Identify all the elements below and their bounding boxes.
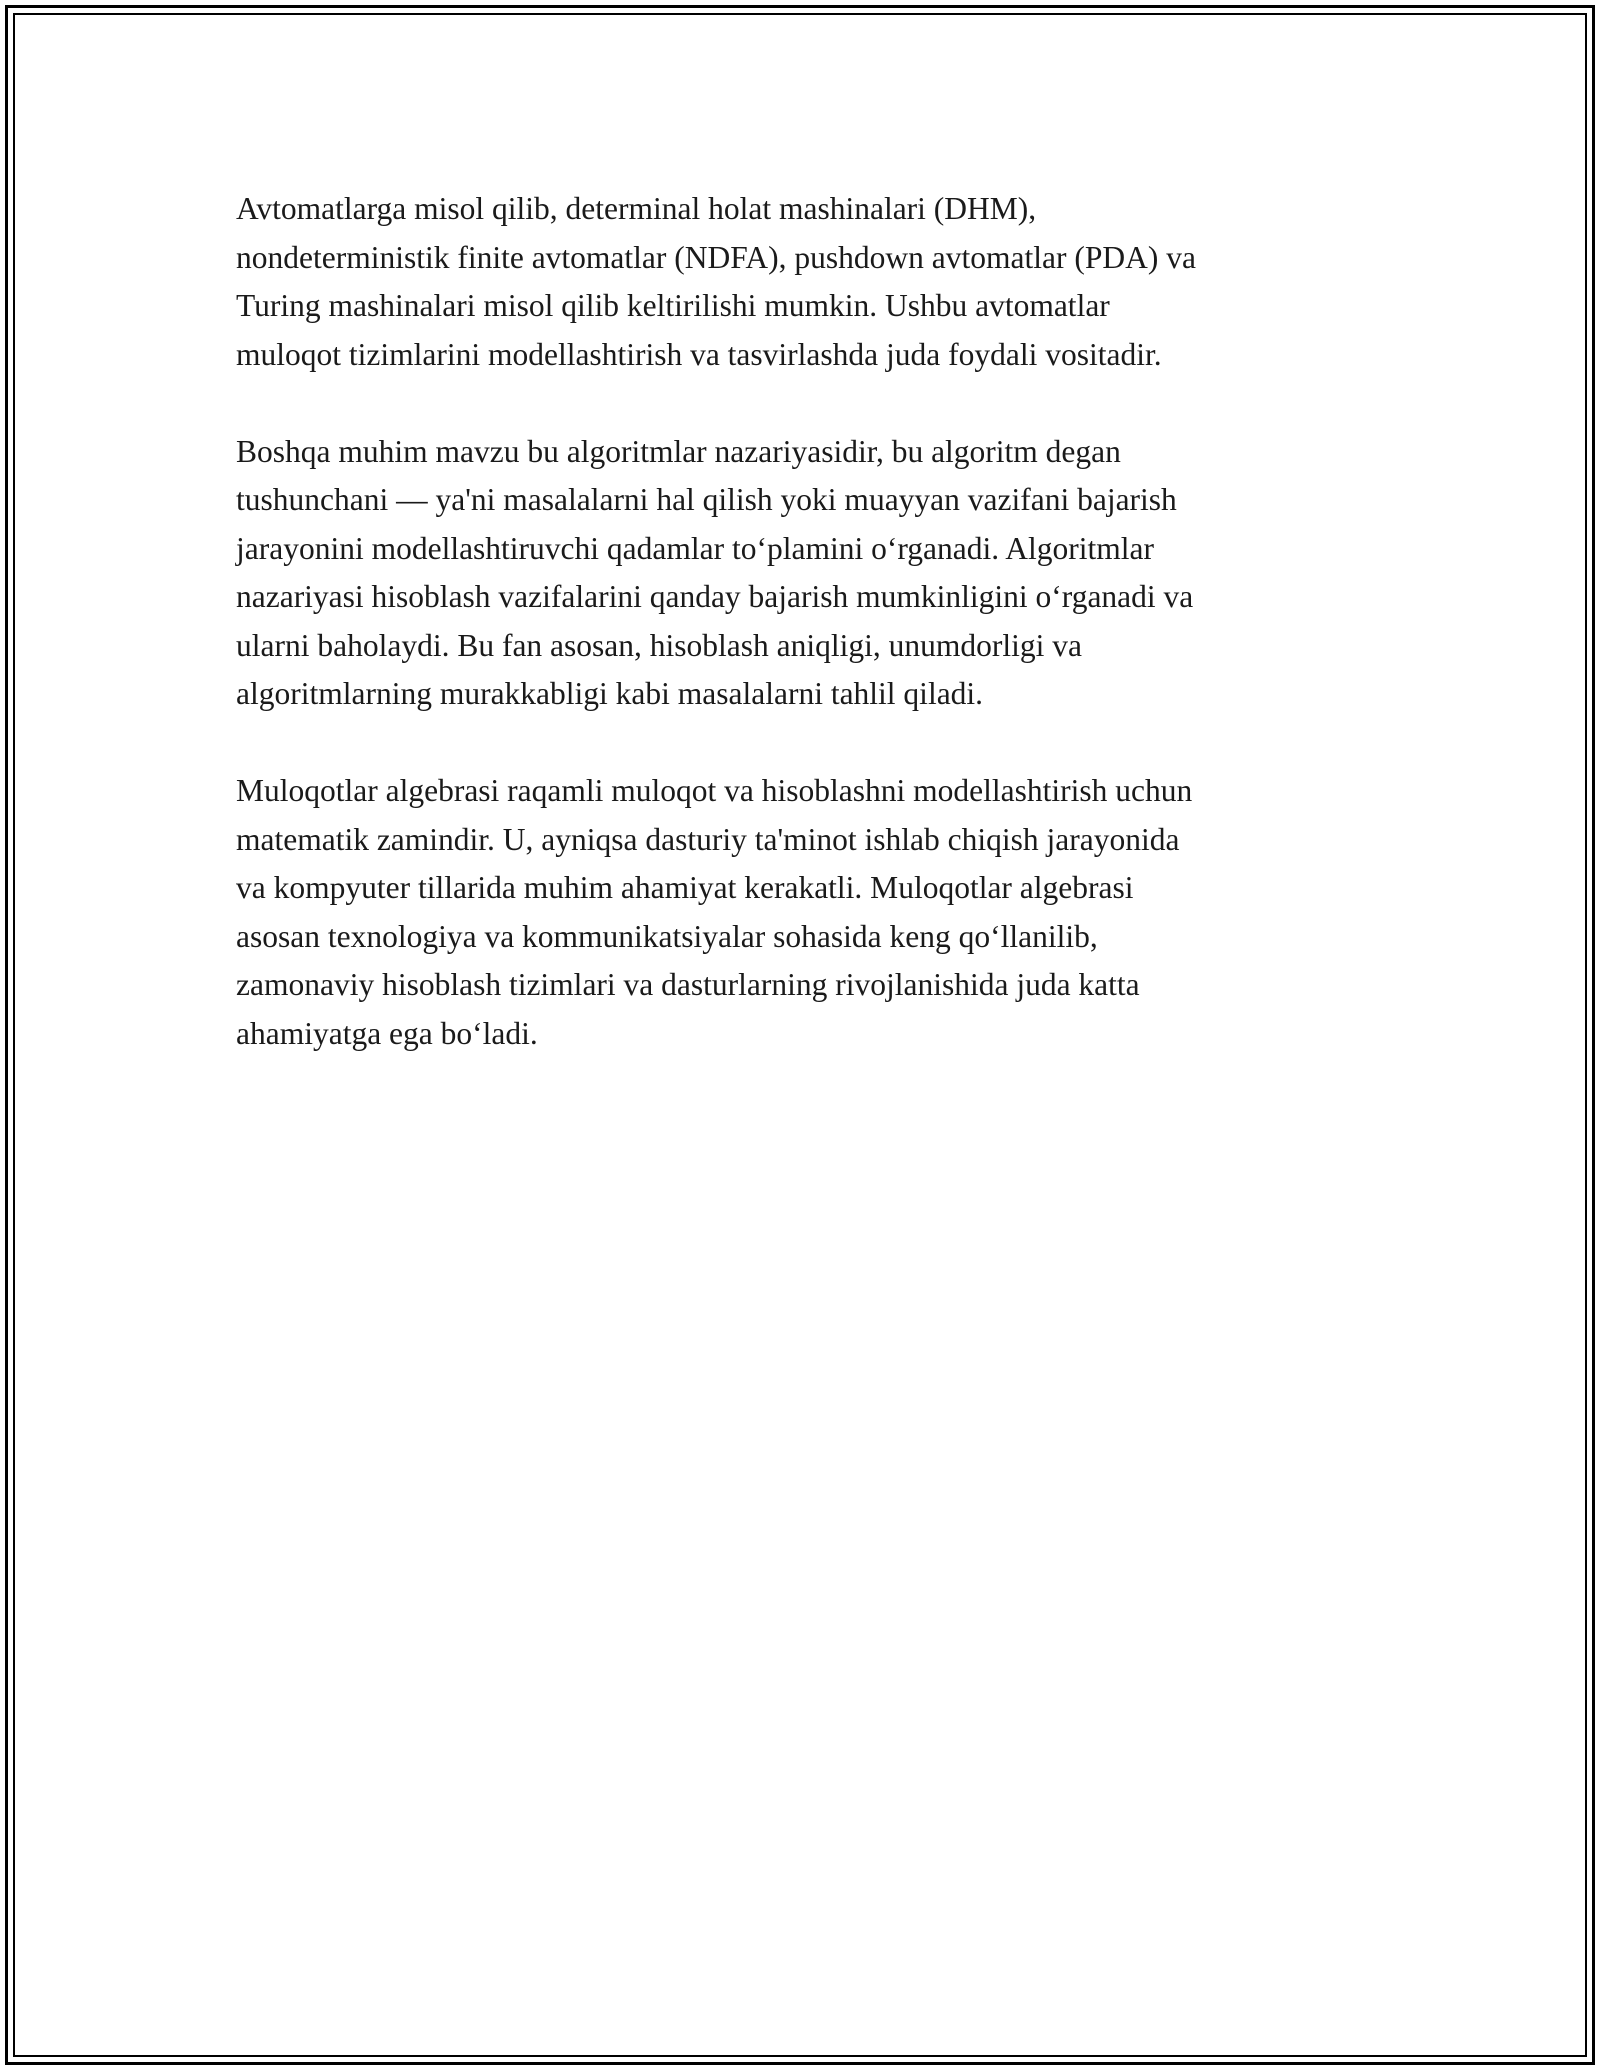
- text-line: zamonaviy hisoblash tizimlari va dasturlarning rivojlanishida juda katta: [236, 967, 1140, 1002]
- text-line: Muloqotlar algebrasi raqamli muloqot va hisoblashni modellashtirish uchun: [236, 773, 1193, 808]
- text-line: ularni baholaydi. Bu fan asosan, hisoblash aniqligi, unumdorligi va: [236, 627, 1082, 663]
- text-line: nondeterministik finite avtomatlar (NDFA), pushdown avtomatlar (PDA) va: [236, 239, 1196, 275]
- text-line: tushunchani — ya'ni masalalarni hal qilish yoki muayyan vazifani bajarish: [236, 482, 1177, 517]
- paragraph-communication-algebra: [236, 767, 1366, 1058]
- text-line: Turing mashinalari misol qilib keltirilishi mumkin. Ushbu avtomatlar: [236, 288, 1110, 323]
- text-line: Boshqa muhim mavzu bu algoritmlar nazariyasidir, bu algoritm degan: [236, 433, 1121, 469]
- text-line: nazariyasi hisoblash vazifalarini qanday bajarish mumkinligini o‘rganadi va: [236, 579, 1194, 614]
- text-line: algoritmlarning murakkabligi kabi masalalarni tahlil qiladi.: [236, 676, 984, 711]
- text-line: va kompyuter tillarida muhim ahamiyat kerakatli. Muloqotlar algebrasi: [236, 870, 1134, 905]
- text-line: muloqot tizimlarini modellashtirish va tasvirlashda juda foydali vositadir.: [236, 336, 1162, 372]
- text-line: ahamiyatga ega bo‘ladi.: [236, 1015, 538, 1051]
- text-line: jarayonini modellashtiruvchi qadamlar to‘plamini o‘rganadi. Algoritmlar: [236, 530, 1154, 566]
- text-line: Avtomatlarga misol qilib, determinal holat mashinalari (DHM),: [236, 191, 1037, 226]
- document-body: [236, 185, 1366, 1107]
- paragraph-algorithms: [236, 428, 1366, 719]
- text-line: matematik zamindir. U, ayniqsa dasturiy ta'minot ishlab chiqish jarayonida: [236, 821, 1180, 857]
- paragraph-automata: [236, 185, 1366, 379]
- text-line: asosan texnologiya va kommunikatsiyalar sohasida keng qo‘llanilib,: [236, 918, 1098, 954]
